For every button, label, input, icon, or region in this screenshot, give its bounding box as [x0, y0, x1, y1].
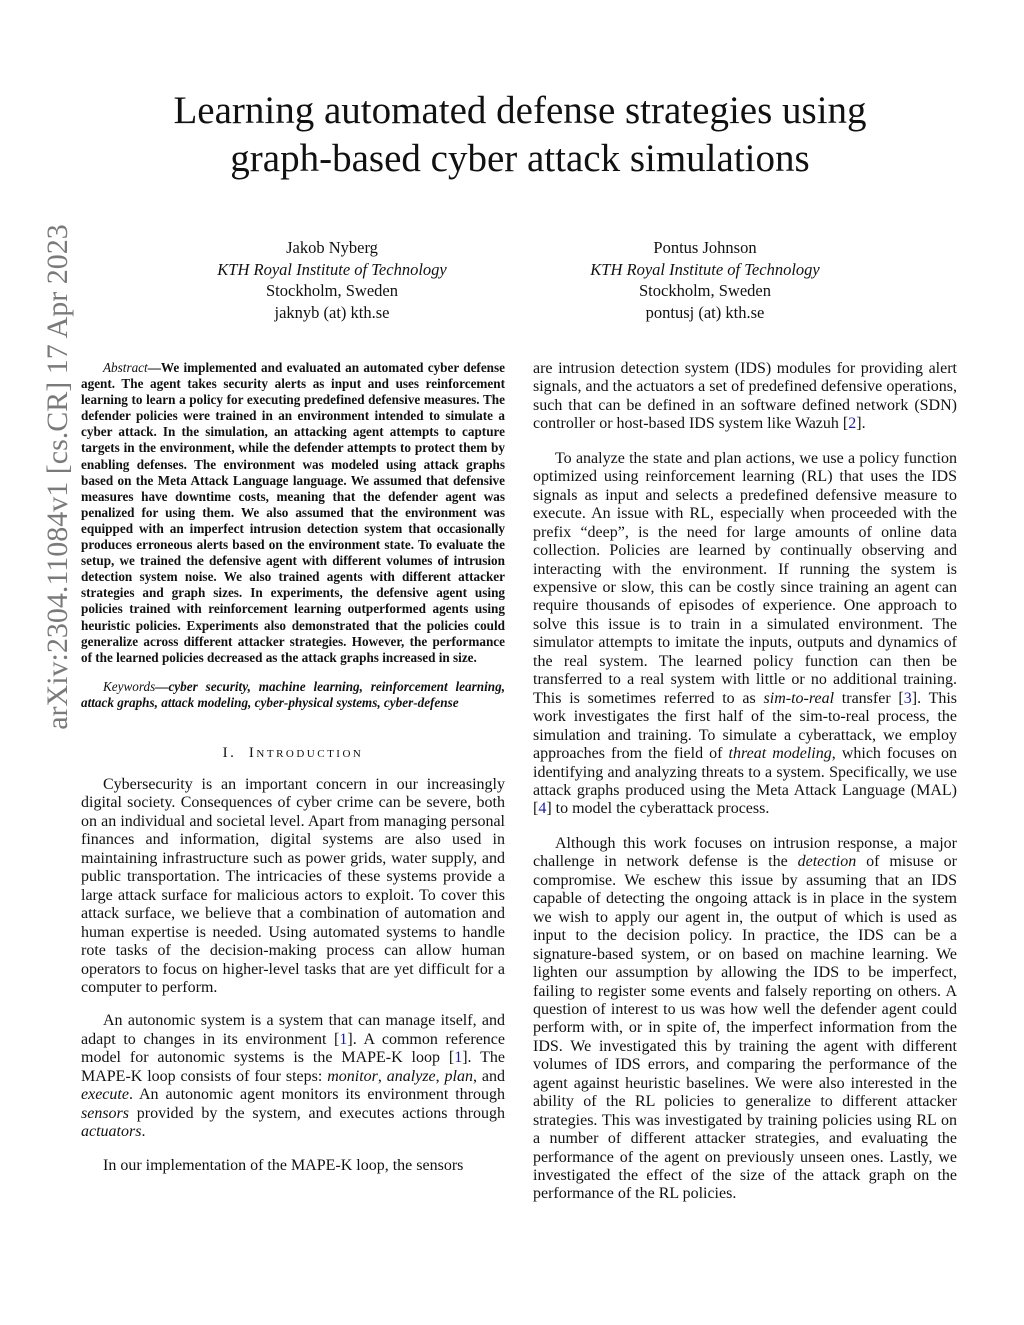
citation-link[interactable]: 3	[903, 689, 912, 707]
text-run: ]. A common reference model for autonomic systems is the MAPE-K loop [	[81, 1030, 505, 1067]
emphasis: execute	[81, 1086, 129, 1104]
author-affiliation: KTH Royal Institute of Technology	[217, 259, 447, 279]
left-column	[81, 360, 505, 1175]
section-heading	[81, 745, 505, 762]
text-run: ].	[856, 415, 866, 433]
paper-title-line-2: graph-based cyber attack simulations	[230, 137, 810, 180]
author-email: jaknyb (at) kth.se	[274, 302, 390, 322]
right-paragraph-3	[533, 835, 957, 1204]
right-column	[533, 360, 957, 1204]
abstract	[81, 360, 505, 666]
text-run: , and	[473, 1067, 505, 1085]
abstract-text: —We implemented and evaluated an automated cyber defense agent. The agent takes security alerts as input and uses reinforcement learning to learn a policy for executing predefined defensive measures. The defender policies were trained in an environment intended to simulate a cyber attack. In the simulation, an attacking agent attempts to capture targets in the environment, while the defender attempts to protect them by enabling defenses. The environment was modeled using attack graphs based on the Meta Attack Language language. We assumed that defensive measures have downtime costs, meaning that the defender agent was penalized for using them. We also assumed that the environment was equipped with an imperfect intrusion detection system that occasionally produces erroneous alerts based on the environment state. To evaluate the setup, we trained the defensive agent with different volumes of intrusion detection system noise. We also trained agents with different attacker strategies and graph sizes. In experiments, the defensive agent using policies trained with reinforcement learning outperformed agents using heuristic policies. Experiments also demonstrated that the policies could generalize across different attacker strategies. However, the performance of the learned policies decreased as the attack graphs increased in size.	[81, 360, 505, 665]
citation-link[interactable]: 1	[339, 1030, 348, 1048]
text-run: ]. This work investigates the first half of the sim-to-real process, the simulation and training. To simulate a cyberattack, we employ approaches from the field of	[533, 689, 958, 763]
emphasis: threat modeling	[728, 745, 832, 763]
text-run: ,	[435, 1067, 445, 1085]
keywords-label: Keywords	[103, 678, 156, 694]
emphasis: sim-to-real	[763, 689, 835, 707]
intro-paragraph-2	[81, 1012, 505, 1141]
arxiv-stamp: arXiv:2304.11084v1 [cs.CR] 17 Apr 2023	[41, 224, 74, 730]
paper-title-line-1: Learning automated defense strategies using	[173, 89, 867, 132]
intro-paragraph-3: In our implementation of the MAPE-K loop, the sensors	[103, 1156, 464, 1174]
text-run: of misuse or compromise. We eschew this issue by assuming that an IDS capable of detecting the ongoing attack is in place in the system we wish to apply our agent in, the output of which is used as input to the decision policy. In practice, the IDS can be a signature-based system, or on based on machine learning. We lighten our assumption by allowing the IDS to be imperfect, failing to register some events and falsely reporting on others. A question of interest to us was how well the defender agent could perform with, or in spite of, the imperfect information from the IDS. We investigated this by training the agent with different volumes of IDS errors, and comparing the performance of the agent against heuristic baselines. We were also interested in the ability of the RL policies to generalize to different attacker strategies. This was investigated by training policies using RL on a number of different attacker strategies, and evaluating the performance of the agent on previously unseen ones. Lastly, we investigated the effect of the size of the attack graph on the performance of the RL policies.	[533, 853, 958, 1203]
emphasis: actuators	[81, 1123, 142, 1141]
text-run: provided by the system, and executes actions through	[129, 1104, 505, 1122]
citation-link[interactable]: 4	[538, 800, 547, 818]
text-run: are intrusion detection system (IDS) modules for providing alert signals, and the actuators a set of predefined defensive operations, such that can be defined in an software defined network (SDN) controller or host-based IDS system like Wazuh [	[533, 360, 957, 433]
text-run: .	[141, 1123, 146, 1141]
citation-link[interactable]: 1	[454, 1049, 463, 1067]
author-location: Stockholm, Sweden	[266, 281, 398, 300]
emphasis: monitor	[327, 1067, 378, 1085]
text-run: Although this work focuses on intrusion response, a major challenge in network defense is the	[533, 834, 957, 871]
text-run: transfer [	[834, 689, 904, 707]
right-paragraph-2	[533, 450, 957, 819]
author-name: Jakob Nyberg	[286, 238, 378, 257]
author-block-2	[555, 237, 855, 323]
text-run: ]. The MAPE-K loop consists of four steps:	[81, 1049, 505, 1085]
emphasis: sensors	[81, 1104, 130, 1122]
author-name: Pontus Johnson	[653, 238, 757, 257]
text-run: , which focuses on identifying and analyzing threats to a system. Specifically, we use attack graphs produced using the Meta Attack Language (MAL) [	[533, 745, 958, 818]
text-run: To analyze the state and plan actions, we use a policy function optimized using reinforcement learning (RL) that uses the IDS signals as input and selects a predefined defensive measure to execute. An issue with RL, especially when proceeded with the prefix “deep”, is the need for large amounts of online data collection. Policies are learned by continually observing and interacting with the environment. If running the system is expensive or slow, this can be costly since training an agent can require thousands of episodes of experience. One approach to solve this issue is to train in a simulated environment. The simulator attempts to imitate the inputs, outputs and dynamics of the real system. The learned policy function can then be transferred to a real system with little or no additional training. This is sometimes referred to as	[533, 449, 957, 707]
abstract-label: Abstract	[103, 360, 148, 375]
author-affiliation: KTH Royal Institute of Technology	[590, 259, 820, 279]
keywords-text: —cyber security, machine learning, reinforcement learning, attack graphs, attack modeling, cyber-physical systems, cyber-defense	[81, 678, 505, 710]
emphasis: analyze	[386, 1067, 436, 1085]
section-title: Introduction	[248, 744, 364, 761]
text-run: . An autonomic agent monitors its environment through	[128, 1086, 505, 1104]
author-email: pontusj (at) kth.se	[645, 302, 765, 322]
citation-link[interactable]: 2	[848, 415, 857, 433]
section-number: I.	[222, 744, 237, 761]
author-location: Stockholm, Sweden	[639, 281, 771, 300]
emphasis: plan	[444, 1067, 473, 1085]
author-block-1	[182, 237, 482, 323]
text-run: ,	[377, 1067, 387, 1085]
keywords	[81, 679, 505, 711]
emphasis: detection	[797, 853, 857, 871]
intro-paragraph-1: Cybersecurity is an important concern in our increasingly digital society. Consequences of cyber crime can be severe, both on an individual and societal level. Apart from managing personal finances and information, digital systems are also used in maintaining infrastructure such as power grids, water supply, and public transportation. The intricacies of these systems provide a large attack surface for malicious actors to exploit. To cover this attack surface, we believe that a combination of automation and human expertise is needed. Using automated systems to handle rote tasks of the decision-making process can allow human operators to focus on higher-level tasks that are yet difficult for a computer to perform.	[81, 775, 505, 996]
text-run: ] to model the cyberattack process.	[546, 800, 770, 818]
text-run: An autonomic system is a system that can manage itself, and adapt to changes in its environment [	[81, 1012, 505, 1048]
right-paragraph-1	[533, 360, 957, 434]
